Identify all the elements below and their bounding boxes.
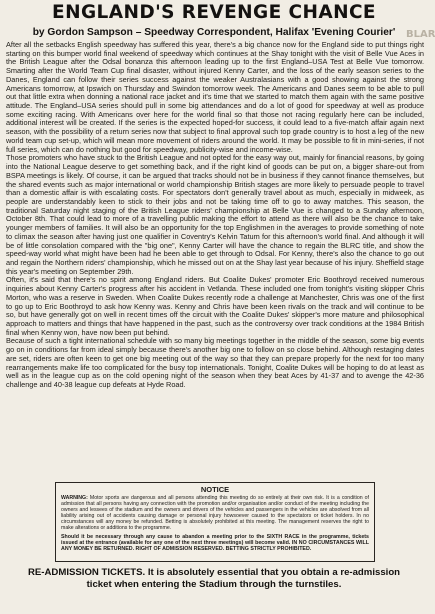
article-paragraph: Those promoters who have stuck to the British League and not opted for the easy way out, mainly for financial reasons, by going into the National League deserve to get something back, and if the right kind of goods can be put on, a bigger share-out from BSPA meetings is likely. Of course, it can be argued that tracks should not be in business if they cannot finance themselves, but the shared events such as major international or world championship British stages are more likely to persuade people to travel than a domestic affair is with escalating costs. For spectators don't generally travel about as much, especially in midweek, as people are understandably keen to stick to their jobs and not be taking time off to go to away matches. This season, the traditional Saturday night staging of the British League riders' championship at Belle Vue is changed to a Sunday afternoon, October 8th. That could lead to more of a travelling public making the effort to attend as there will also be the chance to take younger members of families. It will also be an opportunity for the top Englishmen in the averages to provide something of note to climax the season after having just one qualifier in Coventry's Kelvin Tatum for this afternoon's world final. And although it will be of little consolation compared with the "big one", Kenny Carter will have the chance to regain the BLRC title, and show the speed-way world what might have been had he been able to get through to Odsal. For Kenny, there's also the chance to go out and regain the Northern riders' championship, which he missed out on at the Shay last year because of his injury. Sheffield stage this year's meeting on September 29th.: [6, 153, 424, 276]
readmission-line-1: RE-ADMISSION TICKETS. It is absolutely essential that you obtain a re-admission: [27, 567, 401, 578]
warning-text: Motor sports are dangerous and all persons attending this meeting do so entirely at their own risk. It is a condition of admission that all persons having any connection with the promotion and/or organisation and/or conduct of the meeting including the owners and lessees of the stadium and the owners and drivers of the vehicles and passengers in the vehicles are absolved from all liability arising out of accidents causing damage or personal injury howsoever caused to the spectators or ticket holders. In no circumstances will any money be refunded. Betting is absolutely prohibited at this meeting. The management reserves the right to make alterations or additions to the programme.: [61, 495, 369, 532]
bleed-through-text: BLAR: [406, 29, 435, 40]
notice-warning: [61, 495, 369, 532]
notice-box: [55, 482, 375, 562]
readmission-notice: [0, 567, 428, 591]
article-body: [6, 41, 424, 390]
warning-label: WARNING:: [61, 495, 88, 501]
article-title: ENGLAND'S REVENGE CHANCE: [52, 2, 376, 23]
article-paragraph: Often, it's said that there's no spirit among England riders. But Coalite Dukes' promoter Eric Boothroyd received numerous inquiries about Kenny Carter's progress after his accident in Vetlanda. These included one from tonight's visiting skipper Chris Morton, who was a reserve in Sweden. When Coalite Dukes recently rode a challenge at Manchester, Chris was one of the first to go up to Eric Boothroyd to ask how Kenny was. Kenny and Chris have been keen rivals on the track and will continue to be so, but have generally got on well in recent times off the circuit with the Coalite Dukes' skipper's more mature and philosophical approach to matters and things that have happened in the past, such as the controversy over track conditions at the 1984 British final when Kenny won, have now been put behind.: [6, 275, 424, 337]
readmission-line-2: ticket when entering the Stadium through the turnstiles.: [86, 579, 342, 590]
article-byline: by Gordon Sampson – Speedway Correspondent, Halifax 'Evening Courier': [32, 27, 396, 38]
notice-heading: NOTICE: [200, 485, 230, 494]
article-paragraph: Because of such a tight international schedule with so many big meetings together in the middle of the season, some big events go on in conditions far from ideal simply because there's another big one to follow on so close behind. Although restaging dates are set, riders are often keen to get one big meeting out of the way so that they can prepare properly for the next for too many rearrangements make life too complicated for the busy top internationals. Tonight, Coalite Dukes will be hoping to do at least as well as in the league cup as on the cold opening night of the season when they beat Aces by 41-37 and to avenge the 42-36 challenge and 40-38 league cup defeats at Hyde Road.: [6, 336, 424, 390]
article-paragraph: After all the setbacks English speedway has suffered this year, there's a big chance now for the England side to put things right starting on this bumper world final weekend of speedway which continues at the Shay tonight with the visit of Belle Vue Aces in the British League after the Odsal bonanza this afternoon leading up to the first England–USA Test at Belle Vue tomorrow. Smarting after the World Team Cup final disaster, without injured Kenny Carter, and the loss of the early season series to the Danes, England can follow their series success against the weaker Australasians with a good showing against the strong Americans tomorrow, at Ipswich on Thursday and Swindon tomorrow week. The Americans and Danes seem to be able to pull out that little extra when donning a national race jacket and it's time that we started to match them again with the same positive attitude. The England–USA series should pull in some big attendances and do a lot of good for speedway at well as produce some exciting racing. With Americans over here for the world final so that those not racing regularly here can be included, additional interest will be created. If the series is the expected hoped-for success, it could lead to a five-match affair again next season, with the possibility of a return series now that subject to final approval such top grade country is to host a leg of the new world team cup set-up, which will mean more movement of riders around the world. It may be possible to fit in mini-series, if not full series, which can do nothing but good for speedway, publicity-wise and income-wise.: [6, 40, 424, 154]
abandon-notice: Should it be necessary through any cause to abandon a meeting prior to the SIXTH RACE in the programme, tickets issued at the entrance (available for any one of the next three meetings) will become valid. IN NO CIRCUMSTANCES WILL ANY MONEY BE RETURNED. RIGHT OF ADMISSION RESERVED. BETTING STRICTLY PROHIBITED.: [61, 533, 369, 552]
